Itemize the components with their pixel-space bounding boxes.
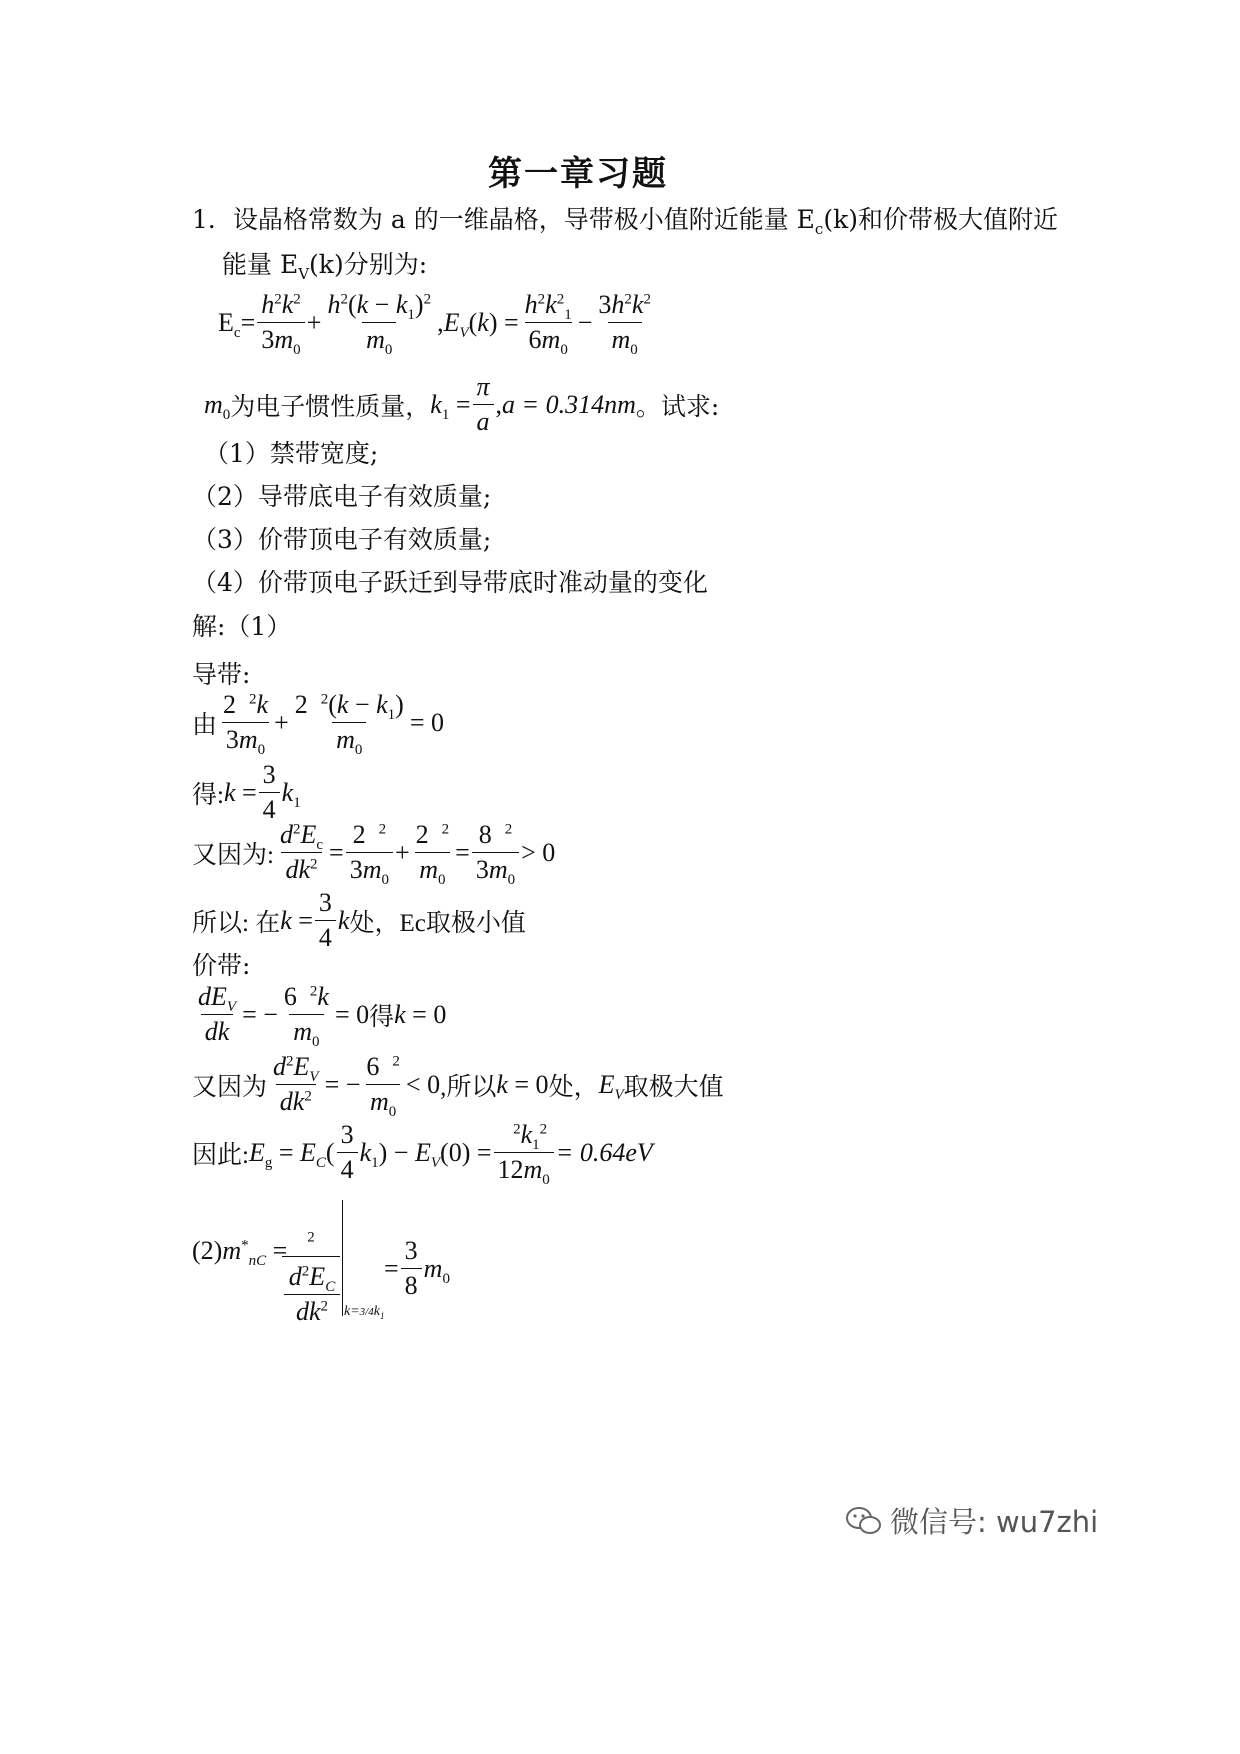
problem-intro-line2: 能量 $E_V(k)$分别为: <box>222 250 428 283</box>
question-1: （1）禁带宽度; <box>204 439 379 468</box>
conduction-minimum-conclusion: 所以: 在 k = $\frac{3}{4}$ k 处，Ec取极小值 <box>192 888 526 952</box>
effective-mass-result: = $\frac{3}{8}$ $m_0$ <box>384 1236 450 1300</box>
conduction-band-label: 导带: <box>192 660 251 689</box>
second-derivative-inner: $d^2E_C$ $dk^2$ <box>284 1262 340 1327</box>
second-derivative-conduction: 又因为: $\frac{d^2E_c}{dk^2}$ = $\frac{2 ^2}{3m_0}$ + $\frac{2 ^2}{m_0}$ = $\frac{8 ^2}{3m_0}$ > 0 <box>192 820 556 889</box>
band-gap-result: 因此: $E_g = E_C$( $\frac{3}{4}$ $k_1) - E_V(0)$ = $\frac{^2k_1^2}{12m_0}$ = 0.64eV <box>192 1120 653 1189</box>
valence-band-label: 价带: <box>192 951 251 980</box>
k-result: 得: k = $\frac{3}{4}$ $k_1$ <box>192 760 301 824</box>
band-formula: $E_c=$ $\frac{h^2k^2}{3m_0}$ + $\frac{h^2(k - k_1)^2}{m_0}$ $,E_V(k)$ = $\frac{h^2k^2_1}{6m_0}$ − $\frac{3h^2k^2}{m_0}$ <box>218 290 651 359</box>
solution-label: 解:（1） <box>192 612 292 641</box>
effective-mass-conduction: (2) $m^*_{nC}$ = <box>192 1236 288 1270</box>
fraction-line-outer <box>282 1256 340 1257</box>
evaluation-point: $k=3/4k_1$ <box>344 1304 385 1321</box>
question-2: （2）导带底电子有效质量; <box>192 482 492 511</box>
second-derivative-valence: 又因为 $\frac{d^2E_V}{dk^2}$ = − $\frac{6 ^2}{m_0}$ < 0 ,所以 k = 0 处， $E_V$ 取极大值 <box>192 1052 724 1121</box>
problem-intro-line1: 1．设晶格常数为 a 的一维晶格，导带极小值附近能量 $E_c(k)$和价带极大值附近 <box>192 205 1058 238</box>
page-title: 第一章习题 <box>488 154 668 194</box>
given-conditions: $m_0$ 为电子惯性质量， $k_1$ = $\frac{\pi}{a}$ , a = 0.314nm 。试求: <box>204 372 720 436</box>
question-3: （3）价带顶电子有效质量; <box>192 525 492 554</box>
evaluation-bar <box>342 1200 343 1316</box>
question-4: （4）价带顶电子跃迁到导带底时准动量的变化 <box>192 568 708 597</box>
derivative-eq-valence: $\frac{dE_V}{dk}$ = − $\frac{6 ^2k}{m_0}$ = 0 得 k = 0 <box>198 982 447 1051</box>
derivative-eq-conduction: 由 $\frac{2 ^2k}{3m_0}$ + $\frac{2 ^2(k - k_1)}{m_0}$ = 0 <box>192 690 445 759</box>
watermark-text: 微信号: wu7zhi <box>890 1505 1099 1539</box>
effective-mass-numerator: 2 <box>307 1229 315 1246</box>
watermark <box>846 1500 1098 1541</box>
wechat-icon <box>846 1506 882 1536</box>
